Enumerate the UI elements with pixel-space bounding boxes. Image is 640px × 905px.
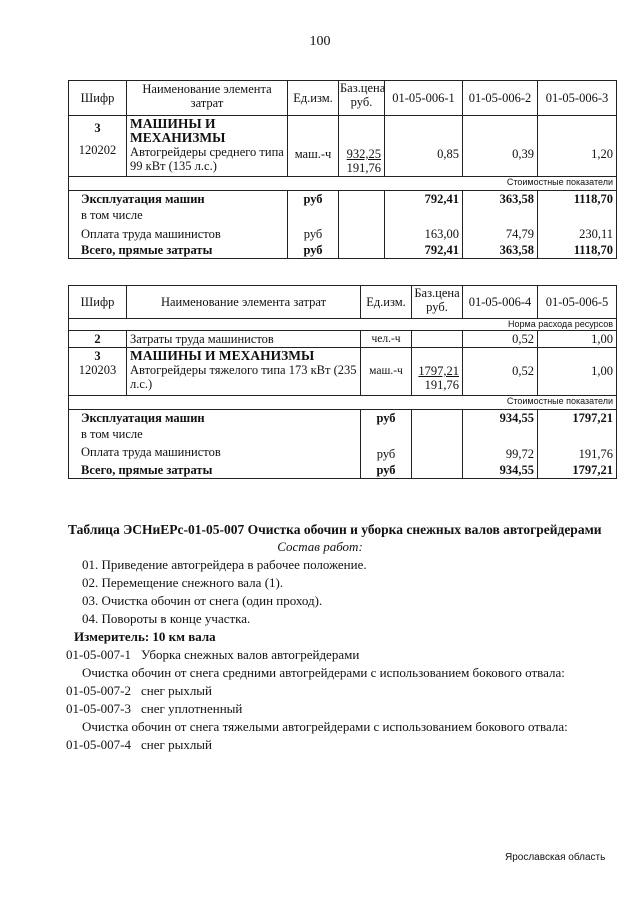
norm-code: 01-05-007-4 — [66, 737, 131, 752]
value: 792,41 — [385, 191, 463, 208]
row-label: Оплата труда машинистов — [69, 223, 288, 242]
section-number: 3 — [94, 349, 101, 363]
row-label: в том числе — [69, 426, 361, 442]
cost-label: Стоимостные показатели — [69, 177, 617, 191]
value: 1,00 — [538, 331, 617, 348]
composition-label: Состав работ: — [277, 539, 363, 554]
item-unit: маш.-ч — [361, 348, 412, 396]
norm-text: снег рыхлый — [141, 683, 212, 698]
labor-name: Затраты труда машинистов — [127, 331, 361, 348]
header-price: Баз.цена руб. — [412, 286, 463, 319]
item-name: Автогрейдеры тяжелого типа 173 кВт (235 л.с.) — [130, 363, 357, 391]
price-top: 932,25 — [346, 147, 381, 161]
row-unit: руб — [361, 442, 412, 462]
value: 363,58 — [463, 242, 538, 259]
header-code: Шифр — [69, 286, 127, 319]
value: 0,85 — [385, 116, 463, 177]
value: 230,11 — [538, 223, 617, 242]
row-unit: руб — [288, 191, 339, 208]
work-step: 03. Очистка обочин от снега (один проход). — [82, 593, 323, 608]
item-code: 120202 — [78, 143, 117, 157]
value: 0,39 — [463, 116, 538, 177]
norm-code: 01-05-007-2 — [66, 683, 131, 698]
value: 163,00 — [385, 223, 463, 242]
row-label: в том числе — [69, 207, 288, 223]
header-code: Шифр — [69, 81, 127, 116]
price-bottom: 191,76 — [346, 161, 381, 175]
value: 1,00 — [538, 348, 617, 396]
row-unit: руб — [361, 410, 412, 427]
norm-heading: Очистка обочин от снега средними автогрейдерами с использованием бокового отвала: — [82, 665, 565, 680]
value: 1,20 — [538, 116, 617, 177]
value: 934,55 — [463, 462, 538, 479]
labor-number: 2 — [69, 331, 127, 348]
row-label: Эксплуатация машин — [69, 410, 361, 427]
item-name: Автогрейдеры среднего типа 99 кВт (135 л.с.) — [130, 145, 284, 173]
page-number: 100 — [309, 34, 331, 49]
resource-table-1 — [68, 80, 617, 259]
norm-code: 01-05-007-3 — [66, 701, 131, 716]
row-unit: руб — [288, 223, 339, 242]
work-step: 04. Повороты в конце участка. — [82, 611, 251, 626]
value: 0,52 — [463, 348, 538, 396]
norm-text: Уборка снежных валов автогрейдерами — [141, 647, 360, 662]
value: 1118,70 — [538, 242, 617, 259]
row-label: Всего, прямые затраты — [69, 242, 288, 259]
row-label: Оплата труда машинистов — [69, 442, 361, 462]
norm-text: снег рыхлый — [141, 737, 212, 752]
value: 934,55 — [463, 410, 538, 427]
value: 0,52 — [463, 331, 538, 348]
item-code: 120203 — [78, 363, 117, 377]
norm-label: Норма расхода ресурсов — [69, 319, 617, 331]
header-name: Наименование элемента затрат — [127, 81, 288, 116]
value: 1797,21 — [538, 462, 617, 479]
section-title: Таблица ЭСНиЕРс-01-05-007 Очистка обочин и уборка снежных валов автогрейдерами — [68, 522, 602, 537]
section-title: МАШИНЫ И МЕХАНИЗМЫ — [130, 348, 315, 363]
row-unit: руб — [361, 462, 412, 479]
norm-code: 01-05-007-1 — [66, 647, 131, 662]
value: 1118,70 — [538, 191, 617, 208]
norm-text: снег уплотненный — [141, 701, 243, 716]
value: 191,76 — [538, 442, 617, 462]
value: 1797,21 — [538, 410, 617, 427]
measure: Измеритель: 10 км вала — [74, 629, 216, 644]
work-step: 01. Приведение автогрейдера в рабочее положение. — [82, 557, 367, 572]
header-col: 01-05-006-2 — [463, 81, 538, 116]
work-step: 02. Перемещение снежного вала (1). — [82, 575, 284, 590]
section-title: МАШИНЫ И МЕХАНИЗМЫ — [130, 116, 226, 145]
header-col: 01-05-006-4 — [463, 286, 538, 319]
value: 74,79 — [463, 223, 538, 242]
header-unit: Ед.изм. — [288, 81, 339, 116]
header-col: 01-05-006-1 — [385, 81, 463, 116]
section-number: 3 — [94, 121, 101, 135]
resource-table-2 — [68, 285, 617, 479]
norm-heading: Очистка обочин от снега тяжелыми автогрейдерами с использованием бокового отвала: — [82, 719, 568, 734]
header-unit: Ед.изм. — [361, 286, 412, 319]
row-label: Всего, прямые затраты — [69, 462, 361, 479]
value: 792,41 — [385, 242, 463, 259]
header-name: Наименование элемента затрат — [127, 286, 361, 319]
row-label: Эксплуатация машин — [69, 191, 288, 208]
value: 99,72 — [463, 442, 538, 462]
price-top: 1797,21 — [418, 364, 459, 378]
labor-unit: чел.-ч — [361, 331, 412, 348]
row-unit: руб — [288, 242, 339, 259]
item-unit: маш.-ч — [288, 116, 339, 177]
header-col: 01-05-006-3 — [538, 81, 617, 116]
cost-label: Стоимостные показатели — [69, 396, 617, 410]
footer-region: Ярославская область — [505, 852, 606, 863]
price-bottom: 191,76 — [424, 378, 459, 392]
value: 363,58 — [463, 191, 538, 208]
header-price: Баз.цена руб. — [339, 81, 385, 116]
header-col: 01-05-006-5 — [538, 286, 617, 319]
